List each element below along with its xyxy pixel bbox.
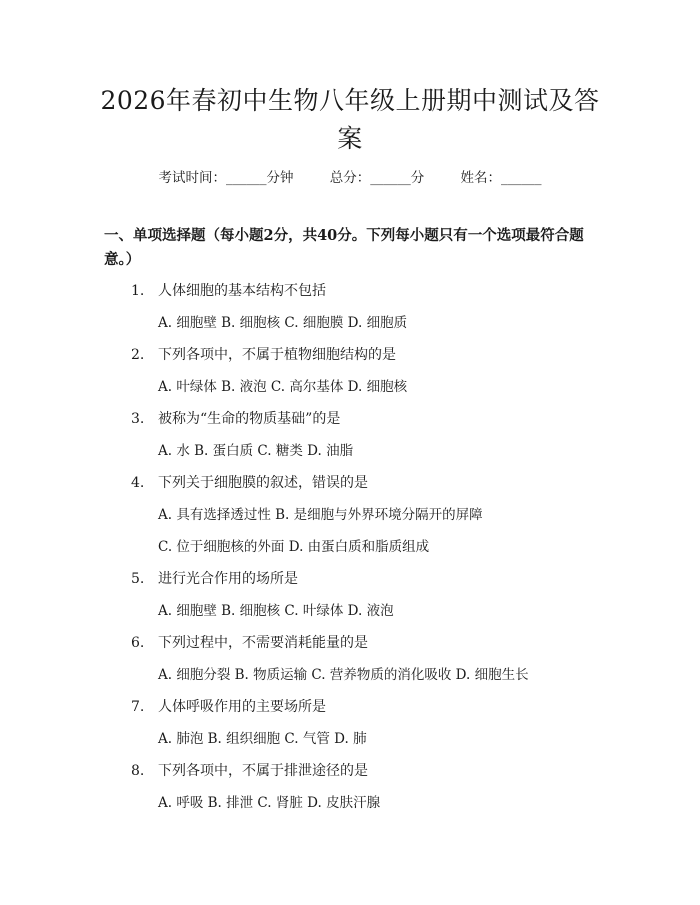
question-3-options: A. 水 B. 蛋白质 C. 糖类 D. 油脂 — [158, 443, 354, 459]
question-8-options: A. 呼吸 B. 排泄 C. 肾脏 D. 皮肤汗腺 — [158, 795, 381, 811]
question-4 — [131, 473, 368, 493]
exam-meta — [0, 166, 700, 186]
question-6-options: A. 细胞分裂 B. 物质运输 C. 营养物质的消化吸收 D. 细胞生长 — [158, 667, 529, 683]
question-number: 6. — [131, 635, 145, 651]
question-2 — [131, 345, 396, 365]
question-number: 1. — [131, 283, 145, 299]
question-5-options: A. 细胞壁 B. 细胞核 C. 叶绿体 D. 液泡 — [158, 603, 394, 619]
question-3 — [131, 409, 340, 429]
question-text: 下列各项中，不属于植物细胞结构的是 — [158, 347, 396, 363]
question-6 — [131, 633, 368, 653]
question-number: 5. — [131, 571, 145, 587]
section-heading: 一、单项选择题（每小题2分，共40分。下列每小题只有一个选项最符合题意。） — [104, 227, 584, 268]
question-5 — [131, 569, 298, 589]
question-text: 人体呼吸作用的主要场所是 — [158, 699, 326, 715]
question-text: 下列关于细胞膜的叙述，错误的是 — [158, 475, 368, 491]
question-number: 8. — [131, 763, 145, 779]
question-text: 下列过程中，不需要消耗能量的是 — [158, 635, 368, 651]
question-1 — [131, 281, 326, 301]
page-title: 2026年春初中生物八年级上册期中测试及答案 — [100, 86, 600, 153]
question-text: 人体细胞的基本结构不包括 — [158, 283, 326, 299]
question-number: 7. — [131, 699, 145, 715]
question-7 — [131, 697, 326, 717]
question-7-options: A. 肺泡 B. 组织细胞 C. 气管 D. 肺 — [158, 731, 367, 747]
question-8 — [131, 761, 368, 781]
question-text: 被称为“生命的物质基础”的是 — [158, 411, 341, 427]
question-number: 2. — [131, 347, 145, 363]
question-4-options-line-1: A. 具有选择透过性 B. 是细胞与外界环境分隔开的屏障 — [158, 507, 483, 523]
question-4-options-line-2: C. 位于细胞核的外面 D. 由蛋白质和脂质组成 — [158, 539, 430, 555]
question-text: 下列各项中，不属于排泄途径的是 — [158, 763, 368, 779]
question-1-options: A. 细胞壁 B. 细胞核 C. 细胞膜 D. 细胞质 — [158, 315, 408, 331]
question-text: 进行光合作用的场所是 — [158, 571, 298, 587]
question-number: 4. — [131, 475, 145, 491]
student-name-label: 姓名：______ — [460, 170, 542, 186]
total-score-label: 总分：______分 — [329, 170, 425, 186]
question-number: 3. — [131, 411, 145, 427]
question-2-options: A. 叶绿体 B. 液泡 C. 高尔基体 D. 细胞核 — [158, 379, 408, 395]
exam-time-label: 考试时间：______分钟 — [158, 170, 294, 186]
